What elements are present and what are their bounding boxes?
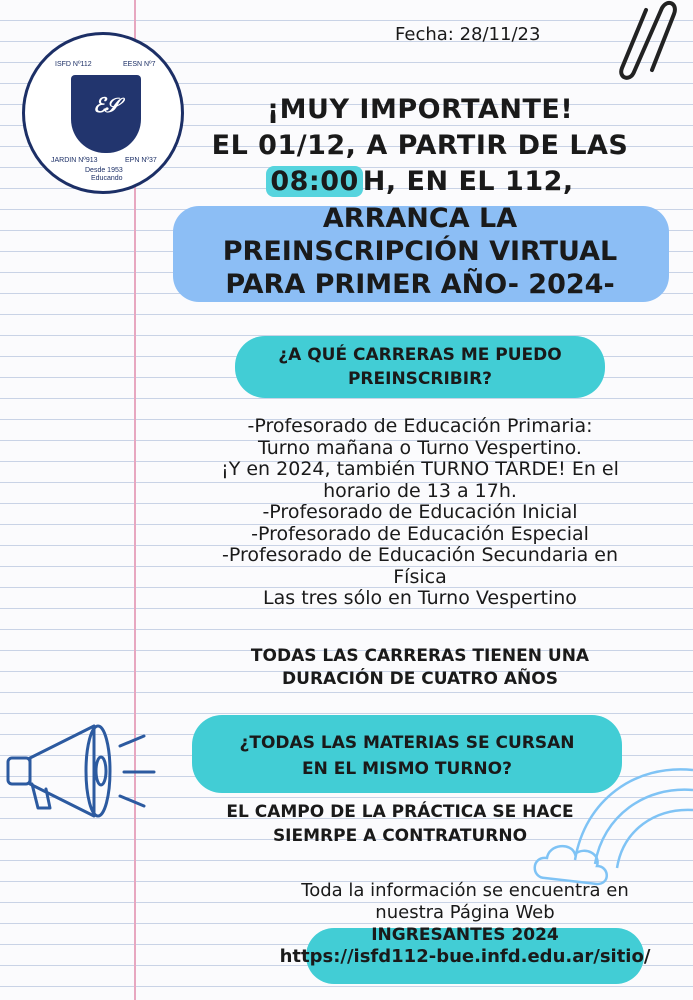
duration-note [170, 645, 670, 691]
practice-answer [170, 800, 630, 848]
career-line: ¡Y en 2024, también TURNO TARDE! En el [221, 458, 619, 480]
megaphone-icon [2, 712, 162, 820]
highlighted-time: 08:00 [266, 166, 362, 197]
career-line: Turno mañana o Turno Vespertino. [258, 436, 582, 459]
career-line: -Profesorado de Educación Inicial [262, 501, 578, 523]
answer-line-1: EL CAMPO DE LA PRÁCTICA SE HACE [226, 802, 574, 822]
ingresantes-label: INGRESANTES 2024 [371, 925, 559, 945]
career-line: horario de 13 a 17h. [323, 479, 517, 502]
careers-list [165, 416, 675, 610]
title-line-6: PARA PRIMER AÑO- 2024- [225, 269, 615, 300]
logo-monogram-icon: ℰ𝒮 [93, 93, 119, 117]
career-line: Las tres sólo en Turno Vespertino [263, 587, 577, 609]
logo-top-left: ISFD Nº112 [55, 61, 92, 68]
paperclip-icon [612, 0, 682, 90]
website-link[interactable]: https://isfd112-bue.infd.edu.ar/sitio/ [279, 946, 651, 967]
question-2-line-2: EN EL MISMO TURNO? [302, 759, 512, 779]
title-line-2: EL 01/12, A PARTIR DE LAS [211, 130, 629, 161]
question-1-line-2: PREINSCRIBIR? [347, 369, 493, 389]
duration-line-2: DURACIÓN DE CUATRO AÑOS [282, 669, 558, 689]
question-2-line-1: ¿TODAS LAS MATERIAS SE CURSAN [239, 733, 575, 753]
date-label: Fecha: 28/11/23 [395, 24, 541, 45]
logo-shield [71, 75, 141, 153]
announcement-title [170, 92, 670, 200]
career-line: -Profesorado de Educación Secundaria en [222, 544, 618, 566]
info-block [240, 880, 690, 968]
institution-logo [22, 32, 184, 194]
title-line-3-rest: H, EN EL 112, [362, 166, 574, 197]
preinscription-heading [170, 202, 670, 301]
career-line: -Profesorado de Educación Primaria: [247, 415, 593, 437]
career-line: Física [393, 565, 447, 588]
title-line-5: PREINSCRIPCIÓN VIRTUAL [222, 236, 618, 267]
info-line-2: nuestra Página Web [375, 902, 555, 923]
logo-bottom-left: JARDIN Nº913 [51, 157, 98, 164]
info-line-1: Toda la información se encuentra en [301, 880, 629, 901]
logo-top-right: EESN Nº7 [123, 61, 156, 68]
title-line-1: ¡MUY IMPORTANTE! [266, 94, 574, 125]
answer-line-2: SIEMRPE A CONTRATURNO [272, 826, 528, 846]
question-1-line-1: ¿A QUÉ CARRERAS ME PUEDO [278, 345, 562, 365]
logo-bottom-right: EPN Nº37 [125, 157, 157, 164]
logo-since: Desde 1953 [85, 167, 123, 174]
duration-line-1: TODAS LAS CARRERAS TIENEN UNA [250, 646, 590, 666]
career-line: -Profesorado de Educación Especial [251, 522, 589, 545]
logo-motto: Educando [91, 175, 123, 182]
question-careers [230, 343, 610, 391]
title-line-4: ARRANCA LA [322, 203, 518, 234]
title-line-3 [170, 164, 670, 200]
